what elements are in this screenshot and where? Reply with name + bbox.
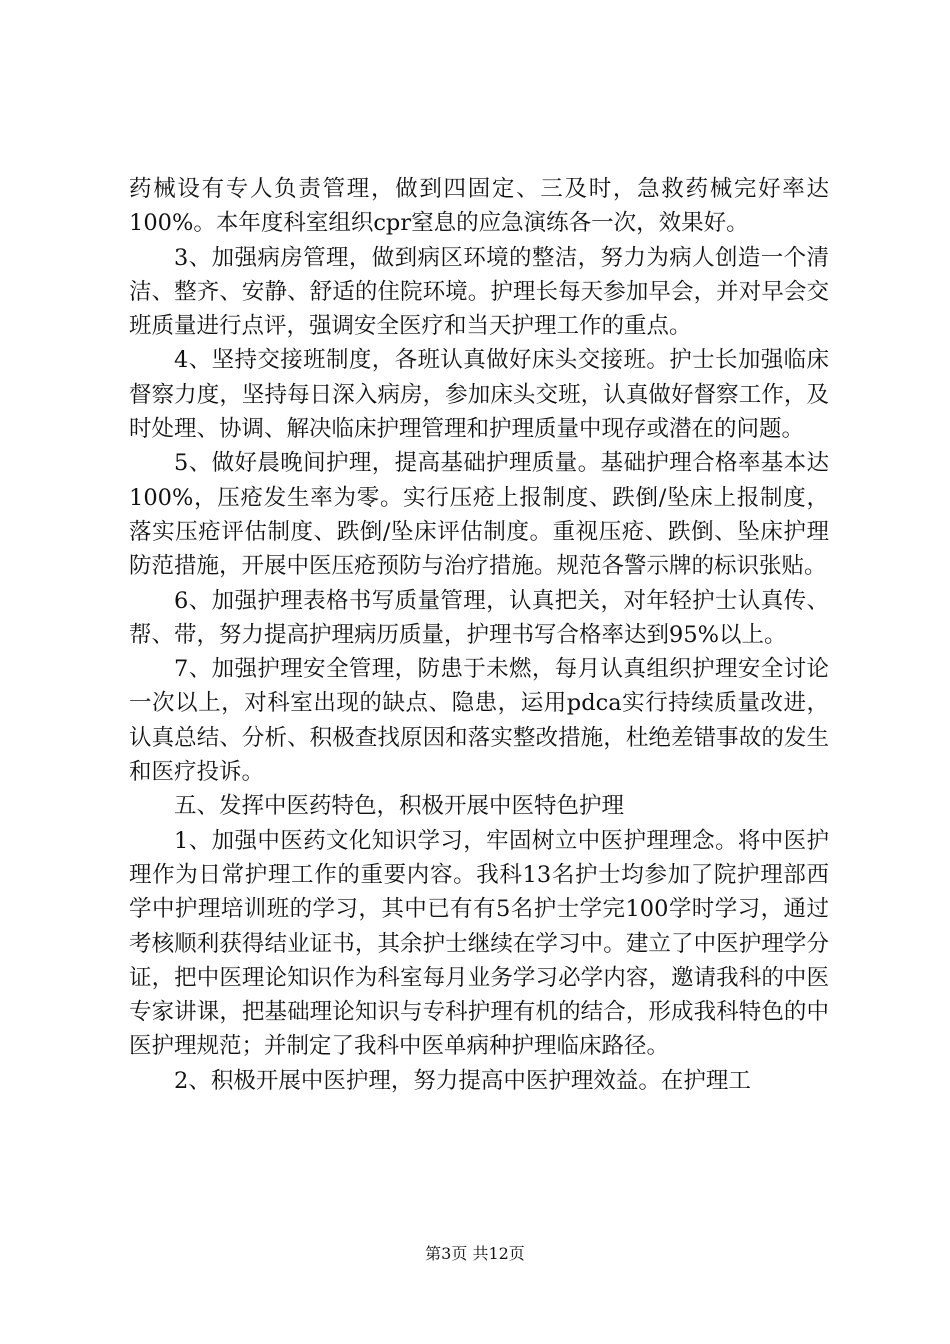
- section-heading: 五、发挥中医药特色，积极开展中医特色护理: [174, 793, 625, 820]
- paragraph-4: 5、做好晨晚间护理，提高基础护理质量。基础护理合格率基本达100%，压疮发生率为零。实行压疮上报制度、跌倒/坠床上报制度，落实压疮评估制度、跌倒/坠床评估制度。重视压疮、跌倒、坠床护理防范措施，开展中医压疮预防与治疗措施。规范各警示牌的标识张贴。: [129, 450, 829, 580]
- paragraph-7: 1、加强中医药文化知识学习，牢固树立中医护理理念。将中医护理作为日常护理工作的重要内容。我科13名护士均参加了院护理部西学中护理培训班的学习，其中已有有5名护士学完100学时学习，通过考核顺利获得结业证书，其余护士继续在学习中。建立了中医护理学分证，把中医理论知识作为科室每月业务学习必学内容，邀请我科的中医专家讲课，把基础理论知识与专科护理有机的结合，形成我科特色的中医护理规范；并制定了我科中医单病种护理临床路径。: [129, 827, 829, 1060]
- document-body: [129, 172, 829, 1098]
- paragraph-3: 4、坚持交接班制度，各班认真做好床头交接班。护士长加强临床督察力度，坚持每日深入病房，参加床头交班，认真做好督察工作，及时处理、协调、解决临床护理管理和护理质量中现存或潜在的问题。: [129, 347, 829, 443]
- page-number-footer: 第3页 共12页: [425, 1244, 525, 1263]
- paragraph-8: 2、积极开展中医护理，努力提高中医护理效益。在护理工: [174, 1067, 751, 1094]
- paragraph-2: 3、加强病房管理，做到病区环境的整洁，努力为病人创造一个清洁、整齐、安静、舒适的住院环境。护理长每天参加早会，并对早会交班质量进行点评，强调安全医疗和当天护理工作的重点。: [129, 244, 829, 340]
- paragraph-5: 6、加强护理表格书写质量管理，认真把关，对年轻护士认真传、帮、带，努力提高护理病历质量，护理书写合格率达到95%以上。: [129, 587, 829, 648]
- paragraph-1: 药械设有专人负责管理，做到四固定、三及时，急救药械完好率达100%。本年度科室组织cpr窒息的应急演练各一次，效果好。: [129, 176, 829, 237]
- paragraph-6: 7、加强护理安全管理，防患于未燃，每月认真组织护理安全讨论一次以上，对科室出现的缺点、隐患，运用pdca实行持续质量改进，认真总结、分析、积极查找原因和落实整改措施，杜绝差错事故的发生和医疗投诉。: [129, 656, 829, 786]
